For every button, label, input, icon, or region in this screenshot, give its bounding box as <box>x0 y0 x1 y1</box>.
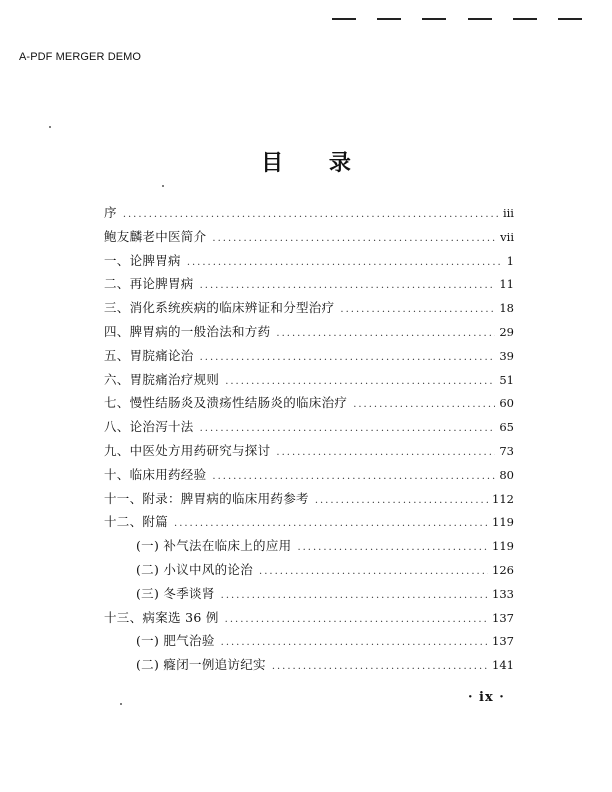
toc-entry-chapter-8[interactable] <box>104 417 514 441</box>
toc-entry-page: 11 <box>499 277 514 292</box>
toc-entry-label: 九、中医处方用药研究与探讨 <box>104 442 271 458</box>
toc-entry-page: 18 <box>499 301 514 316</box>
toc-entry-preface[interactable] <box>104 203 514 227</box>
toc-entry-page: 39 <box>499 348 514 363</box>
toc-subentry-13-2[interactable] <box>104 655 514 679</box>
toc-entry-page: 137 <box>492 610 514 625</box>
toc-dot-leader <box>225 376 495 387</box>
toc-entry-page: 65 <box>499 420 514 435</box>
toc-entry-label: (一) 补气法在临床上的应用 <box>136 538 292 554</box>
toc-entry-label: 三、消化系统疾病的临床辨证和分型治疗 <box>104 300 335 316</box>
toc-entry-chapter-1[interactable] <box>104 251 514 275</box>
toc-entry-chapter-12[interactable] <box>104 512 514 536</box>
page-title-char-1: 目 <box>261 151 284 176</box>
toc-entry-chapter-6[interactable] <box>104 370 514 394</box>
toc-entry-label: 十三、病案选 36 例 <box>104 609 219 625</box>
toc-entry-page: 51 <box>499 372 514 387</box>
toc-dot-leader <box>276 447 495 458</box>
toc-entry-chapter-9[interactable] <box>104 441 514 465</box>
toc-entry-page: iii <box>502 206 514 220</box>
toc-entry-label: 六、胃脘痛治疗规则 <box>104 371 220 387</box>
toc-dot-leader <box>353 399 495 410</box>
toc-entry-chapter-4[interactable] <box>104 322 514 346</box>
toc-entry-page: 141 <box>492 658 514 673</box>
header-dash <box>377 18 401 20</box>
scan-speck <box>162 185 164 187</box>
toc-entry-label: 一、论脾胃病 <box>104 252 181 268</box>
toc-entry-page: 29 <box>499 324 514 339</box>
table-of-contents <box>104 203 514 679</box>
toc-entry-label: 八、论治泻十法 <box>104 419 194 435</box>
toc-subentry-12-2[interactable] <box>104 560 514 584</box>
header-dash <box>468 18 492 20</box>
toc-dot-leader <box>225 614 488 625</box>
toc-dot-leader <box>123 209 499 220</box>
toc-entry-page: 126 <box>492 562 514 577</box>
toc-entry-page: vii <box>500 229 514 244</box>
toc-entry-author-intro[interactable] <box>104 227 514 251</box>
toc-entry-label: 五、胃脘痛论治 <box>104 347 194 363</box>
toc-entry-label: 四、脾胃病的一般治法和方药 <box>104 323 271 339</box>
toc-entry-label: (一) 肥气治验 <box>136 633 215 649</box>
watermark-text: A-PDF MERGER DEMO <box>19 51 142 63</box>
toc-entry-label: 十、临床用药经验 <box>104 466 207 482</box>
toc-dot-leader <box>187 257 503 268</box>
header-dash <box>332 18 356 20</box>
toc-entry-label: 十一、附录：脾胃病的临床用药参考 <box>104 490 309 506</box>
scan-speck <box>120 703 122 705</box>
page-title <box>0 146 612 177</box>
toc-dot-leader <box>272 661 488 672</box>
toc-entry-label: 序 <box>104 205 117 220</box>
toc-entry-page: 73 <box>499 443 514 458</box>
toc-subentry-13-1[interactable] <box>104 631 514 655</box>
toc-entry-label: (二) 小议中风的论治 <box>136 561 254 577</box>
toc-entry-page: 119 <box>492 539 514 554</box>
toc-dot-leader <box>276 328 495 339</box>
toc-entry-label: 二、再论脾胃病 <box>104 276 194 292</box>
toc-entry-page: 80 <box>499 467 514 482</box>
toc-entry-label: (二) 癃闭一例追访纪实 <box>136 657 266 673</box>
toc-entry-chapter-2[interactable] <box>104 274 514 298</box>
toc-dot-leader <box>221 590 488 601</box>
toc-entry-page: 1 <box>506 253 514 268</box>
header-dash <box>513 18 537 20</box>
toc-entry-chapter-10[interactable] <box>104 465 514 489</box>
scan-speck <box>49 126 51 128</box>
header-dash <box>422 18 446 20</box>
toc-dot-leader <box>297 542 488 553</box>
toc-dot-leader <box>340 304 495 315</box>
toc-dot-leader <box>212 471 495 482</box>
toc-entry-page: 60 <box>499 396 514 411</box>
toc-dot-leader <box>315 495 488 506</box>
toc-entry-chapter-5[interactable] <box>104 346 514 370</box>
toc-entry-chapter-3[interactable] <box>104 298 514 322</box>
header-dash <box>558 18 582 20</box>
toc-subentry-12-3[interactable] <box>104 584 514 608</box>
header-rule-dashes <box>332 18 582 22</box>
toc-entry-label: 七、慢性结肠炎及溃疡性结肠炎的临床治疗 <box>104 395 348 411</box>
toc-dot-leader <box>200 280 496 291</box>
toc-dot-leader <box>212 233 496 244</box>
toc-subentry-12-1[interactable] <box>104 536 514 560</box>
toc-dot-leader <box>174 518 488 529</box>
toc-dot-leader <box>200 352 496 363</box>
toc-entry-label: 十二、附篇 <box>104 514 169 530</box>
toc-entry-chapter-7[interactable] <box>104 393 514 417</box>
toc-entry-page: 112 <box>492 491 514 506</box>
toc-dot-leader <box>200 423 496 434</box>
toc-entry-chapter-11[interactable] <box>104 489 514 513</box>
toc-entry-page: 133 <box>492 586 514 601</box>
toc-dot-leader <box>221 637 488 648</box>
toc-entry-label: 鲍友麟老中医简介 <box>104 228 207 244</box>
toc-entry-label: (三) 冬季谈肾 <box>136 585 215 601</box>
toc-dot-leader <box>259 566 488 577</box>
toc-entry-chapter-13[interactable] <box>104 608 514 632</box>
page-title-char-2: 录 <box>328 151 351 176</box>
page-number: · ix · <box>468 690 505 705</box>
toc-entry-page: 137 <box>492 634 514 649</box>
toc-entry-page: 119 <box>492 515 514 530</box>
